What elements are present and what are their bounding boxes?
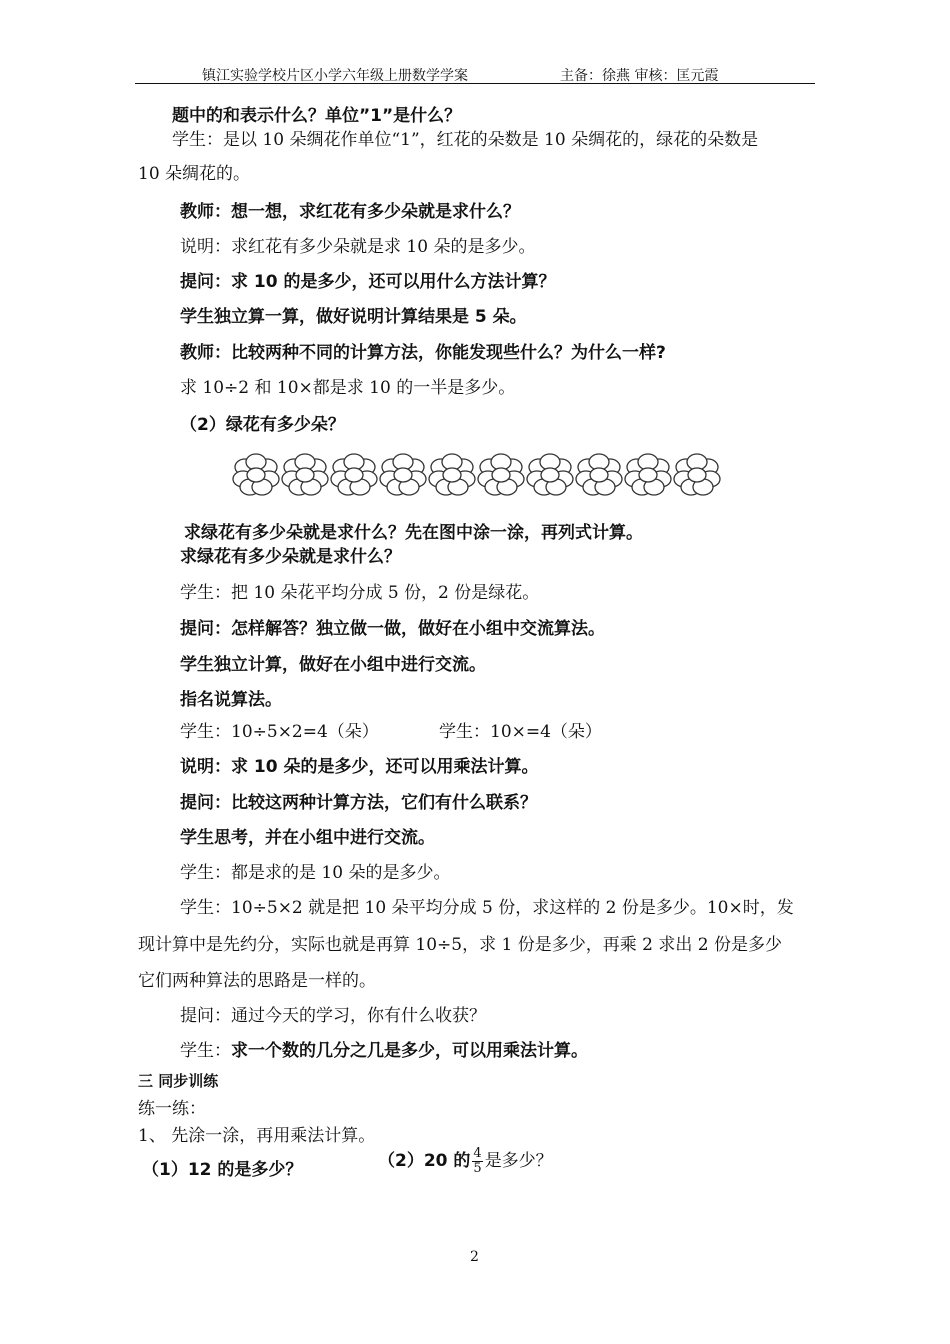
student-answer-3b: 学生：10×=4（朵） [439,722,602,742]
student-work-2: 学生独立计算，做好在小组中进行交流。 [180,655,486,675]
exercise-1b-suffix: 是多少？ [484,1151,553,1171]
teacher-line-2: 教师：比较两种不同的计算方法，你能发现些什么？为什么一样? [180,343,666,363]
exercise-1: 1、 先涂一涂，再用乘法计算。 [138,1126,376,1146]
student-answer-4: 学生：都是求的是 10 朵的是多少。 [180,863,451,883]
practice-label: 练一练： [138,1099,206,1119]
header-authors: 主备：徐燕 审核：匡元霞 [560,68,719,84]
student-answer-5: 学生：10÷5×2 就是把 10 朵平均分成 5 份，求这样的 2 份是多少。10×时，发 [180,898,794,918]
flower-icon [576,454,622,495]
student-label: 学生： [180,1041,231,1061]
fraction-numerator: 4 [473,1146,482,1161]
teacher-line-1: 教师：想一想，求红花有多少朵就是求什么？ [180,202,520,222]
student-answer-5-cont: 现计算中是先约分，实际也就是再算 10÷5，求 1 份是多少，再乘 2 求出 2 份是多少 [138,935,782,955]
student-work-1: 学生独立算一算，做好说明计算结果是 5 朵。 [180,307,527,327]
instruction-line: 求绿花有多少朵就是求什么？先在图中涂一涂，再列式计算。 [184,523,643,543]
page-number: 2 [470,1249,479,1265]
flower-icon [527,454,573,495]
flower-row [232,452,722,496]
question-line-2: 提问：求 10 的是多少，还可以用什么方法计算？ [180,272,556,292]
flower-icon [233,454,279,495]
student-answer-5-end: 它们两种算法的思路是一样的。 [138,971,376,991]
flower-icon [625,454,671,495]
student-work-3: 学生思考，并在小组中进行交流。 [180,828,435,848]
question-line-6: 提问：通过今天的学习，你有什么收获？ [180,1006,486,1026]
method-line: 指名说算法。 [180,690,282,710]
question-line-4: 提问：怎样解答？独立做一做，做好在小组中交流算法。 [180,619,605,639]
flower-icon [429,454,475,495]
exercise-1b [378,1146,553,1176]
flower-icon [380,454,426,495]
student-summary [180,1036,588,1061]
fraction-four-fifths [472,1147,482,1176]
flower-icon [478,454,524,495]
student-answer-2: 学生：把 10 朵花平均分成 5 份，2 份是绿花。 [180,583,540,603]
header-title: 镇江实验学校片区小学六年级上册数学学案 [202,68,468,84]
explain-line-3: 说明：求 10 朵的是多少，还可以用乘法计算。 [180,757,539,777]
summary-text: 求一个数的几分之几是多少，可以用乘法计算。 [231,1041,588,1061]
explain-line-1: 说明：求红花有多少朵就是求 10 朵的是多少。 [180,237,536,257]
student-answer-1: 学生：是以 10 朵绸花作单位“1”，红花的朵数是 10 朵绸花的，绿花的朵数是 [172,130,759,150]
exercise-1a: （1）12 的是多少？ [142,1160,303,1180]
flower-icon [331,454,377,495]
explain-line-2: 求 10÷2 和 10×都是求 10 的一半是多少。 [180,378,516,398]
flower-icon [282,454,328,495]
question-line-5: 提问：比较这两种计算方法，它们有什么联系？ [180,793,537,813]
student-answer-1-cont: 10 朵绸花的。 [138,164,251,184]
question-line: 题中的和表示什么？单位”1”是什么？ [172,106,462,126]
exercise-1b-prefix: （2）20 的 [378,1151,471,1171]
question-line-3: 求绿花有多少朵就是求什么？ [180,547,401,567]
flower-icon [674,454,720,495]
student-answer-3a: 学生：10÷5×2=4（朵） [180,722,379,742]
fraction-denominator: 5 [473,1161,482,1176]
subquestion-2: （2）绿花有多少朵？ [180,415,345,435]
page-header [135,64,815,84]
section-heading: 三 同步训练 [138,1072,219,1090]
